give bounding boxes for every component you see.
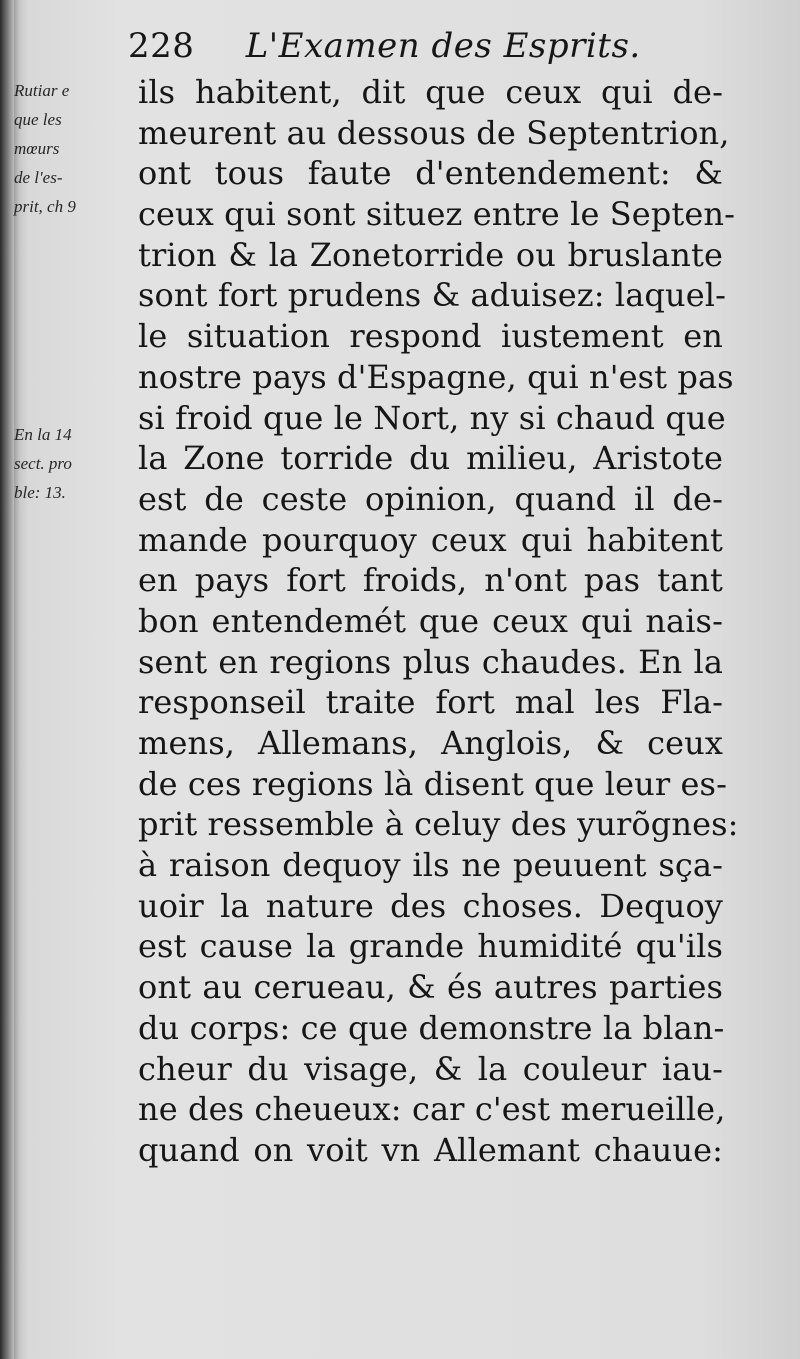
text-line: sont fort prudens & aduisez: laquel- xyxy=(138,276,727,315)
text-line: uoir la nature des choses. Dequoy xyxy=(138,886,723,925)
text-line: trion & la Zonetorride ou bruslante xyxy=(138,235,723,274)
text-line: ont tous faute d'entendement: & xyxy=(138,154,723,193)
body-text xyxy=(138,72,739,1171)
text-line: bon entendemét que ceux qui nais- xyxy=(138,601,723,640)
margin-note-line: prit, ch 9 xyxy=(14,197,76,216)
text-line: en pays fort froids, n'ont pas tant xyxy=(138,561,723,600)
running-header xyxy=(128,26,641,66)
page-number: 228 xyxy=(128,26,195,66)
running-title: L'Examen des Esprits. xyxy=(245,26,641,66)
margin-note-line: sect. pro xyxy=(14,454,72,473)
text-line: ont au cerueau, & és autres parties xyxy=(138,968,723,1007)
text-line: cheur du visage, & la couleur iau- xyxy=(138,1049,723,1088)
text-line: mande pourquoy ceux qui habitent xyxy=(138,520,723,559)
margin-note-1 xyxy=(14,76,76,221)
text-line: mens, Allemans, Anglois, & ceux xyxy=(138,724,723,762)
text-line: de ces regions là disent que leur es- xyxy=(138,764,727,803)
margin-note-line: ble: 13. xyxy=(14,483,66,502)
text-line: responseil traite fort mal les Fla- xyxy=(138,683,723,722)
text-line: si froid que le Nort, ny si chaud que xyxy=(138,398,726,437)
text-line: le situation respond iustement en xyxy=(138,317,723,356)
text-line: est de ceste opinion, quand il de- xyxy=(138,479,723,518)
text-line: sent en regions plus chaudes. En la xyxy=(138,642,723,681)
text-line: ne des cheueux: car c'est merueille, xyxy=(138,1090,726,1129)
text-line: prit ressemble à celuy des yurõgnes: xyxy=(138,805,739,844)
text-line: ils habitent, dit que ceux qui de- xyxy=(138,73,723,111)
text-line: quand on voit vn Allemant chauue: xyxy=(138,1130,723,1169)
text-line: est cause la grande humidité qu'ils xyxy=(138,927,723,966)
margin-note-line: que les xyxy=(14,110,62,129)
margin-note-2 xyxy=(14,420,72,507)
margin-note-line: Rutiar e xyxy=(14,81,70,100)
text-line: ceux qui sont situez entre le Septen- xyxy=(138,195,736,234)
margin-note-line: mœurs xyxy=(14,139,60,158)
text-line: meurent au dessous de Septentrion, xyxy=(138,113,730,152)
margin-note-line: de l'es- xyxy=(14,168,63,187)
text-line: nostre pays d'Espagne, qui n'est pas xyxy=(138,357,734,396)
text-line: à raison dequoy ils ne peuuent sça- xyxy=(138,846,723,885)
text-line: la Zone torride du milieu, Aristote xyxy=(138,439,723,478)
text-line: du corps: ce que demonstre la blan- xyxy=(138,1008,725,1047)
margin-note-line: En la 14 xyxy=(14,425,72,444)
